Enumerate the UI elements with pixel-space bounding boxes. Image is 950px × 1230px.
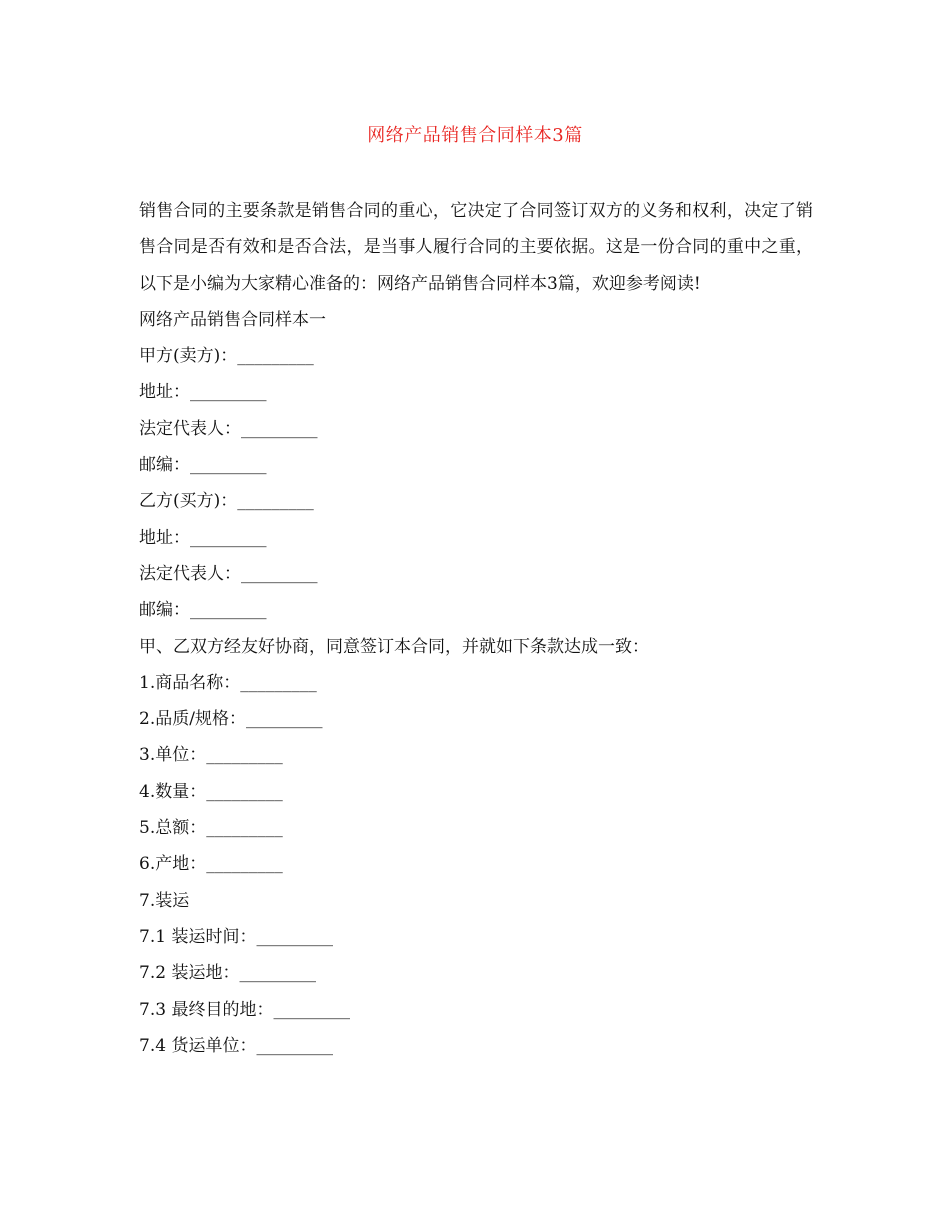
party-a-address-field: 地址：_________ (139, 382, 267, 403)
intro-paragraph: 销售合同的主要条款是销售合同的重心，它决定了合同签订双方的义务和权利，决定了销售合同是否有效和是否合法，是当事人履行合同的主要依据。这是一份合同的重中之重，以下是小编为大家精心准备的：网络产品销售合同样本3篇，欢迎参考阅读! (139, 201, 813, 294)
party-b-postcode-field: 邮编：_________ (139, 600, 267, 621)
clause-product-name: 1.商品名称：_________ (139, 672, 317, 693)
document-body (139, 193, 813, 1064)
clause-quantity: 4.数量：_________ (139, 781, 283, 802)
party-b-address-field: 地址：_________ (139, 527, 267, 548)
document-title: 网络产品销售合同样本3篇 (367, 125, 583, 146)
party-b-legal-representative-field: 法定代表人：_________ (139, 563, 318, 584)
clause-quality-spec: 2.品质/规格：_________ (139, 709, 323, 730)
clause-total-amount: 5.总额：_________ (139, 818, 283, 839)
clause-carrier: 7.4 货运单位：_________ (139, 1035, 333, 1056)
clause-origin: 6.产地：_________ (139, 854, 283, 875)
clause-shipment-time: 7.1 装运时间：_________ (139, 926, 333, 947)
clause-shipment-heading: 7.装运 (139, 890, 190, 911)
party-a-postcode-field: 邮编：_________ (139, 455, 267, 476)
clause-final-destination: 7.3 最终目的地：_________ (139, 999, 350, 1020)
section-heading: 网络产品销售合同样本一 (139, 309, 326, 330)
clause-shipment-place: 7.2 装运地：_________ (139, 963, 316, 984)
party-b-field: 乙方(买方)：_________ (139, 491, 314, 512)
party-a-field: 甲方(卖方)：_________ (139, 346, 314, 367)
clause-unit: 3.单位：_________ (139, 745, 283, 766)
party-a-legal-representative-field: 法定代表人：_________ (139, 418, 318, 439)
agreement-statement: 甲、乙双方经友好协商，同意签订本合同，并就如下条款达成一致： (139, 636, 649, 657)
